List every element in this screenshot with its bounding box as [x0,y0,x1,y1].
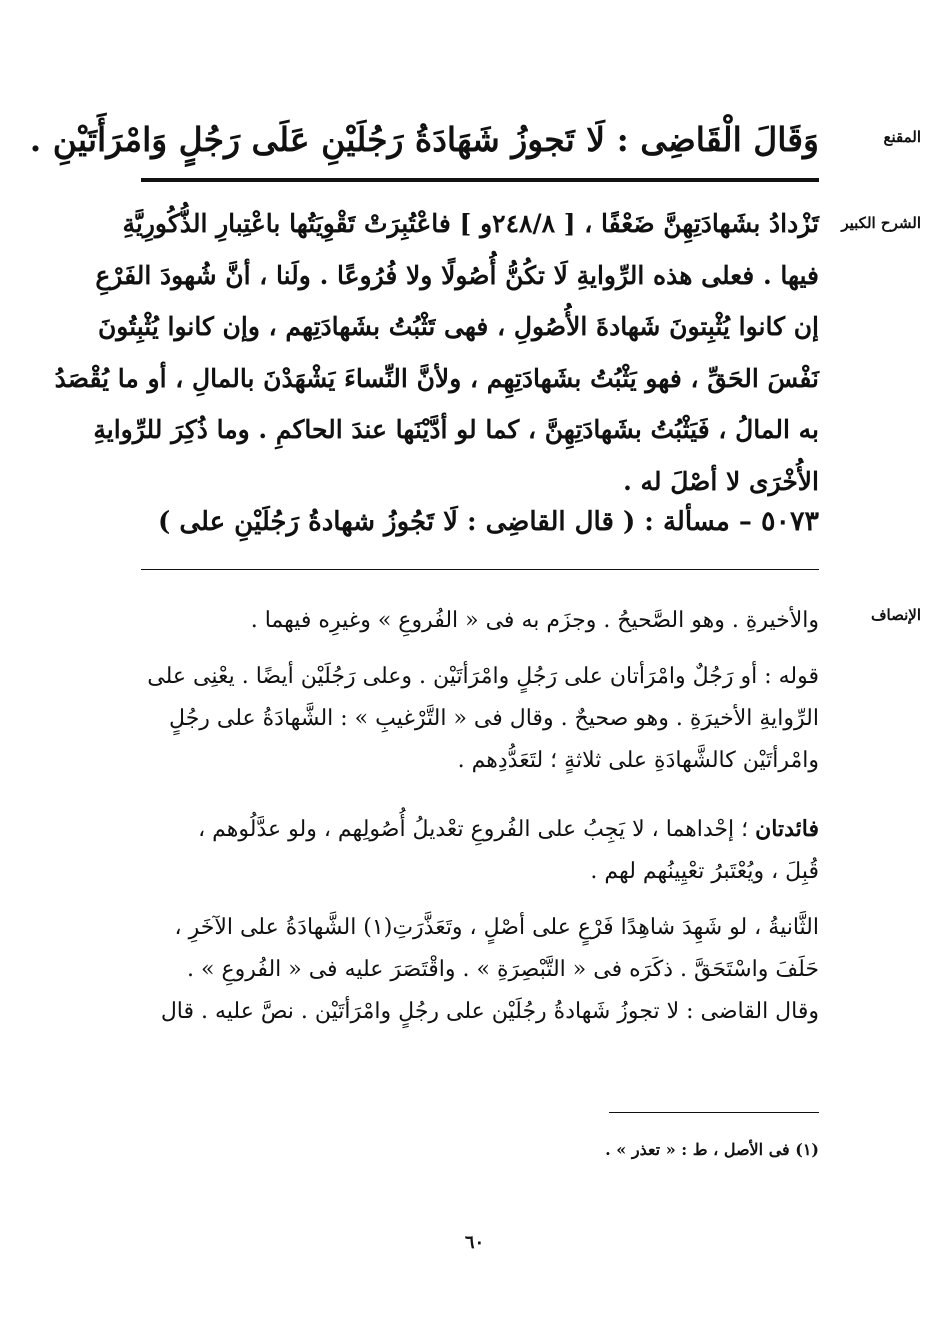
side-label-insaf: الإنصاف [870,606,921,624]
thick-divider [141,178,819,182]
sharh-line: نَفْسَ الحَقِّ ، فهو يَثْبُتُ بشَهادَتِهِم ، ولأنَّ النِّساءَ يَشْهَدْنَ بالمالِ ، أو ما يُقْصَدُ [54,363,819,393]
sharh-line: تَزْدادُ بشَهادَتِهِنَّ ضَعْفًا ، [ ٢٤٨/٨و ] فاعْتُبِرَتْ تَقْوِيَتُها باعْتِبارِ الذُّكُورِيَّةِ [122,209,819,238]
mughni-text: وَقَالَ الْقَاضِى : لَا تَجوزُ شَهَادَةُ رَجُلَيْنِ عَلَى رَجُلٍ وَامْرَأَتَيْنِ . [29,120,819,159]
insaf-line: الثَّانيةُ ، لو شَهِدَ شاهِدًا فَرْعٍ على أصْلٍ ، وتَعَذَّرَتِ(١) الشَّهادَةُ على الآخَرِ ، [174,915,819,940]
sharh-line: فيها . فعلى هذه الرِّوايةِ لَا تكُنُّ أُصُولًا ولا فُرُوعًا . ولَنا ، أنَّ شُهودَ الفَرْعِ [95,260,819,290]
issue-text: – مسألة : ( قال القاضِى : لَا تَجُوزُ شهادةُ رَجُلَيْنِ على ) [157,507,752,537]
footnote: (١) فى الأصل ، ط : « تعذر » . [605,1140,819,1159]
side-label-sharh: الشرح الكبير [841,214,921,232]
insaf-line: الرِّوايةِ الأخيرَةِ . وهو صحيحٌ . وقال فى « التَّرْغيبِ » : الشَّهادَةُ على رجُلٍ [169,706,819,731]
insaf-line: قُبِلَ ، ويُعْتَبرُ تعْيِينُهم لهم . [590,859,819,884]
thin-divider [141,569,819,570]
insaf-line: والأخيرةِ . وهو الصَّحيحُ . وجزَم به فى « الفُروعِ » وغيرِه فيهما . [250,608,819,633]
insaf-line: قوله : أو رَجُلٌ وامْرَأتان على رَجُلٍ وامْرَأتَيْن . وعلى رَجُلَيْن أيضًا . يعْنِى على [147,664,819,689]
sharh-line: الأُخْرَى لا أصْلَ له . [623,466,819,496]
insaf-text [129,600,819,1033]
insaf-line: وقال القاضى : لا تجوزُ شَهادةُ رجُلَيْن على رجُلٍ وامْرَأتَيْن . نصَّ عليه . قال [160,999,819,1024]
insaf-line: فائدتان ؛ إحْداهما ، لا يَجِبُ على الفُروعِ تعْديلُ أُصُولِهم ، ولو عدَّلُوهم ، [198,816,819,842]
issue-heading [129,506,819,537]
sharh-line: به المالُ ، فَيَثْبُتُ بشَهادَتِهِنَّ ، كما لو أدَّيْنَها عندَ الحاكمِ . وما ذُكِرَ للرِّوايةِ [93,415,819,444]
insaf-line: وامْرأتَيْن كالشَّهادَةِ على ثلاثةٍ ؛ لتَعَدُّدِهم . [457,748,819,773]
sharh-text [54,198,819,507]
sharh-line: إن كانوا يُثْبِتونَ شَهادةَ الأُصُولِ ، فهى تَثْبُتُ بشَهادَتِهم ، وإن كانوا يُثْبِتُونَ [97,312,819,341]
insaf-line: حَلَفَ واسْتَحَقَّ . ذكَرَه فى « التَّبْصِرَةِ » . واقْتَصَرَ عليه فى « الفُروعِ » . [187,957,819,982]
faidatan-heading: فائدتان [755,816,819,842]
page-number: ٦٠ [464,1232,485,1253]
side-label-mughni: المقنع [883,128,921,146]
footnote-divider [609,1112,819,1113]
issue-number: ٥٠٧٣ [760,506,819,537]
